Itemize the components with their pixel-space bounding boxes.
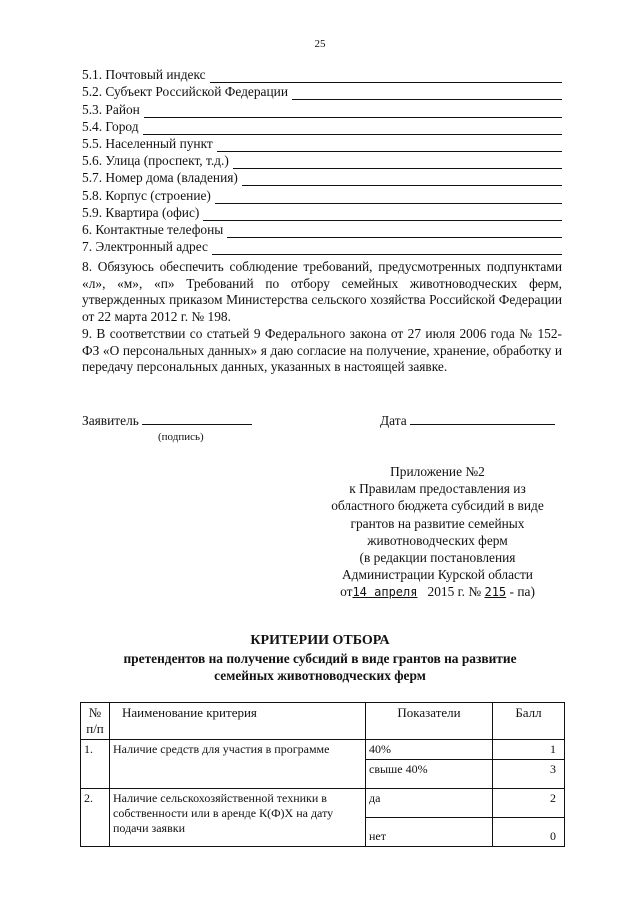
decree-suffix: - па): [509, 584, 535, 600]
day-month: 14 апреля: [352, 585, 418, 600]
header-indicators: Показатели: [366, 703, 493, 740]
fill-line[interactable]: [144, 105, 562, 118]
fill-line[interactable]: [233, 156, 562, 169]
appendix-header: [300, 463, 575, 602]
criteria-table: [80, 702, 565, 847]
field-building: [82, 186, 562, 203]
from-label: от: [340, 584, 353, 600]
page-number: 25: [314, 38, 326, 50]
field-label: 5.7. Номер дома (владения): [82, 170, 238, 186]
appendix-line: животноводческих ферм: [367, 532, 508, 548]
criteria-subtitle: претендентов на получение субсидий в виде грантов на развитие: [123, 651, 517, 666]
appendix-line: Администрации Курской области: [342, 567, 533, 583]
fill-line[interactable]: [210, 70, 562, 83]
field-label: 5.8. Корпус (строение): [82, 187, 211, 203]
row-indicator: нет: [366, 818, 493, 847]
field-phones: [82, 221, 562, 238]
address-fields: [82, 66, 562, 255]
row-criterion: Наличие сельскохозяйственной техники в собственности или в аренде К(Ф)Х на дату подачи заявки: [110, 789, 366, 847]
row-score: 1: [493, 740, 565, 760]
criteria-subtitle: семейных животноводческих ферм: [214, 668, 426, 683]
signature-line[interactable]: [142, 412, 252, 425]
row-indicator: 40%: [366, 740, 493, 760]
appendix-line: областного бюджета субсидий в виде: [331, 498, 544, 514]
fill-line[interactable]: [215, 191, 562, 204]
field-street: [82, 152, 562, 169]
row-score: 3: [493, 760, 565, 789]
row-criterion: Наличие средств для участия в программе: [110, 740, 366, 789]
table-row: [81, 740, 565, 760]
fill-line[interactable]: [227, 225, 562, 238]
table-header-row: [81, 703, 565, 740]
appendix-line: грантов на развитие семейных: [350, 515, 525, 531]
appendix-date-line: [300, 583, 575, 601]
year-label: 2015 г. №: [427, 584, 482, 600]
row-num: 1.: [81, 740, 110, 789]
applicant-label: Заявитель: [82, 413, 139, 428]
field-label: 5.5. Населенный пункт: [82, 135, 213, 151]
date-block: [380, 412, 555, 429]
field-district: [82, 100, 562, 117]
criteria-heading: [80, 632, 560, 684]
field-email: [82, 238, 562, 255]
field-label: 5.9. Квартира (офис): [82, 204, 200, 220]
row-score: 2: [493, 789, 565, 818]
field-postal-code: [82, 66, 562, 83]
header-name: Наименование критерия: [110, 703, 366, 740]
paragraph-9: 9. В соответствии со статьей 9 Федерального закона от 27 июля 2006 года № 152-ФЗ «О персональных данных» я даю согласие на получение, хранение, обработку и передачу персональных данных, указанных в настоящей заявке.: [82, 326, 562, 374]
decree-number: 215: [484, 585, 507, 600]
field-city: [82, 118, 562, 135]
field-house: [82, 169, 562, 186]
row-indicator: да: [366, 789, 493, 818]
fill-line[interactable]: [292, 87, 562, 100]
fill-line[interactable]: [242, 173, 562, 186]
field-label: 5.2. Субъект Российской Федерации: [82, 84, 289, 100]
field-apartment: [82, 204, 562, 221]
criteria-title: КРИТЕРИИ ОТБОРА: [250, 633, 390, 648]
paragraph-8: 8. Обязуюсь обеспечить соблюдение требований, предусмотренных подпунктами «л», «м», «п» Требований по отбору семейных животноводческих ферм, утвержденных приказом Министерства сельского хозяйства Российской Федерации от 22 марта 2012 г. № 198.: [82, 259, 562, 324]
appendix-line: Приложение №2: [390, 464, 485, 479]
signature-caption: (подпись): [158, 431, 204, 443]
field-label: 5.1. Почтовый индекс: [82, 67, 206, 83]
header-num: № п/п: [81, 703, 110, 740]
field-label: 6. Контактные телефоны: [82, 221, 224, 237]
table-row: [81, 789, 565, 818]
field-label: 5.4. Город: [82, 118, 139, 134]
row-indicator: свыше 40%: [366, 760, 493, 789]
field-region: [82, 83, 562, 100]
field-label: 7. Электронный адрес: [82, 239, 208, 255]
date-label: Дата: [380, 413, 407, 428]
appendix-line: к Правилам предоставления из: [349, 481, 526, 497]
field-label: 5.3. Район: [82, 101, 140, 117]
appendix-line: (в редакции постановления: [359, 550, 516, 566]
signature-block: [82, 412, 252, 429]
date-line[interactable]: [410, 412, 555, 425]
fill-line[interactable]: [203, 208, 562, 221]
field-label: 5.6. Улица (проспект, т.д.): [82, 153, 229, 169]
row-num: 2.: [81, 789, 110, 847]
field-settlement: [82, 135, 562, 152]
fill-line[interactable]: [143, 122, 562, 135]
row-score: 0: [493, 818, 565, 847]
header-score: Балл: [493, 703, 565, 740]
fill-line[interactable]: [217, 139, 562, 152]
fill-line[interactable]: [212, 242, 562, 255]
